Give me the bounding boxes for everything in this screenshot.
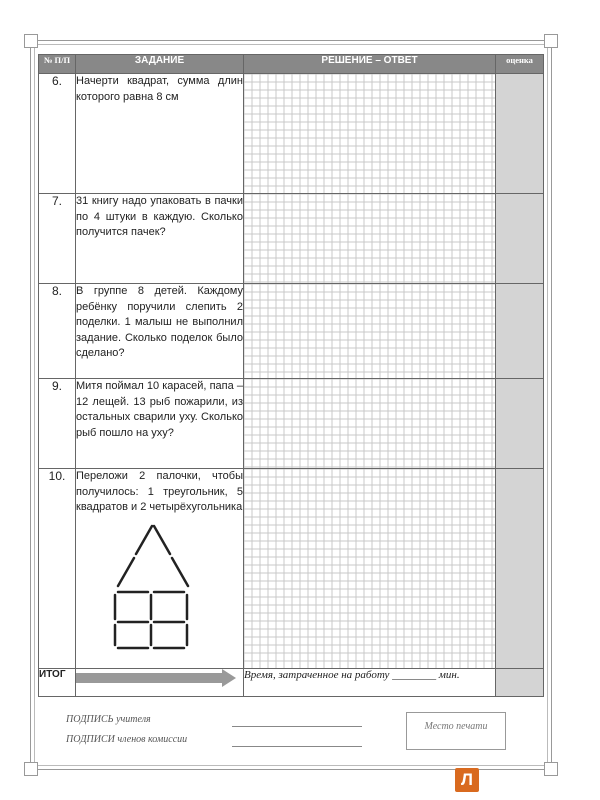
table-row	[39, 74, 544, 194]
header-solution: РЕШЕНИЕ – ОТВЕТ	[244, 55, 496, 74]
matchstick-house-figure	[112, 522, 232, 650]
answer-grid[interactable]	[244, 284, 496, 379]
table-row	[39, 284, 544, 379]
header-num: № П/П	[39, 55, 76, 74]
score-cell[interactable]	[496, 379, 544, 469]
commission-signature-label: ПОДПИСИ членов комиссии	[66, 734, 188, 745]
score-cell[interactable]	[496, 194, 544, 284]
commission-signature-line[interactable]	[232, 746, 362, 747]
task-text: 31 книгу надо упаковать в пачки по 4 штуки в каждую. Сколько получится пачек?	[76, 194, 244, 284]
task-number: 6.	[39, 74, 76, 194]
frame-corner	[24, 34, 38, 48]
header-task: ЗАДАНИЕ	[76, 55, 244, 74]
table-header-row	[39, 55, 544, 74]
answer-grid[interactable]	[244, 194, 496, 284]
frame-corner	[24, 762, 38, 776]
task-number: 9.	[39, 379, 76, 469]
arrow-right-icon	[76, 669, 236, 687]
header-score: оценка	[496, 55, 544, 74]
teacher-signature-line[interactable]	[232, 726, 362, 727]
total-label: ИТОГ	[39, 669, 76, 697]
task-number: 8.	[39, 284, 76, 379]
answer-grid[interactable]	[244, 469, 496, 669]
teacher-signature-label: ПОДПИСЬ учителя	[66, 714, 151, 725]
score-cell[interactable]	[496, 284, 544, 379]
table-row	[39, 469, 544, 669]
task-text: Митя поймал 10 карасей, папа – 12 лещей. 13 рыб пожарили, из остальных сварили уху. Сколько рыб пошло на уху?	[76, 379, 244, 469]
frame-corner	[544, 34, 558, 48]
score-cell[interactable]	[496, 469, 544, 669]
total-row	[39, 669, 544, 697]
frame-corner	[544, 762, 558, 776]
score-cell[interactable]	[496, 74, 544, 194]
table-row	[39, 194, 544, 284]
stamp-box: Место печати	[406, 712, 506, 750]
table-row	[39, 379, 544, 469]
task-table	[38, 54, 544, 697]
task-number: 10.	[39, 469, 76, 669]
task-text: Начерти квадрат, сумма длин которого равна 8 см	[76, 74, 244, 194]
total-arrow-cell	[76, 669, 244, 697]
time-spent-text: Время, затраченное на работу ________ мин.	[244, 669, 496, 697]
task-cell	[76, 469, 244, 669]
task-text: В группе 8 детей. Каждому ребёнку поручили слепить 2 поделки. 1 малыш не выполнил задание. Сколько поделок было сделано?	[76, 284, 244, 379]
answer-grid[interactable]	[244, 379, 496, 469]
answer-grid[interactable]	[244, 74, 496, 194]
total-score-cell[interactable]	[496, 669, 544, 697]
task-number: 7.	[39, 194, 76, 284]
task-text: Переложи 2 палочки, чтобы получилось: 1 треугольник, 5 квадратов и 2 четырёхугольника	[76, 470, 243, 513]
publisher-logo: Л	[455, 768, 479, 792]
